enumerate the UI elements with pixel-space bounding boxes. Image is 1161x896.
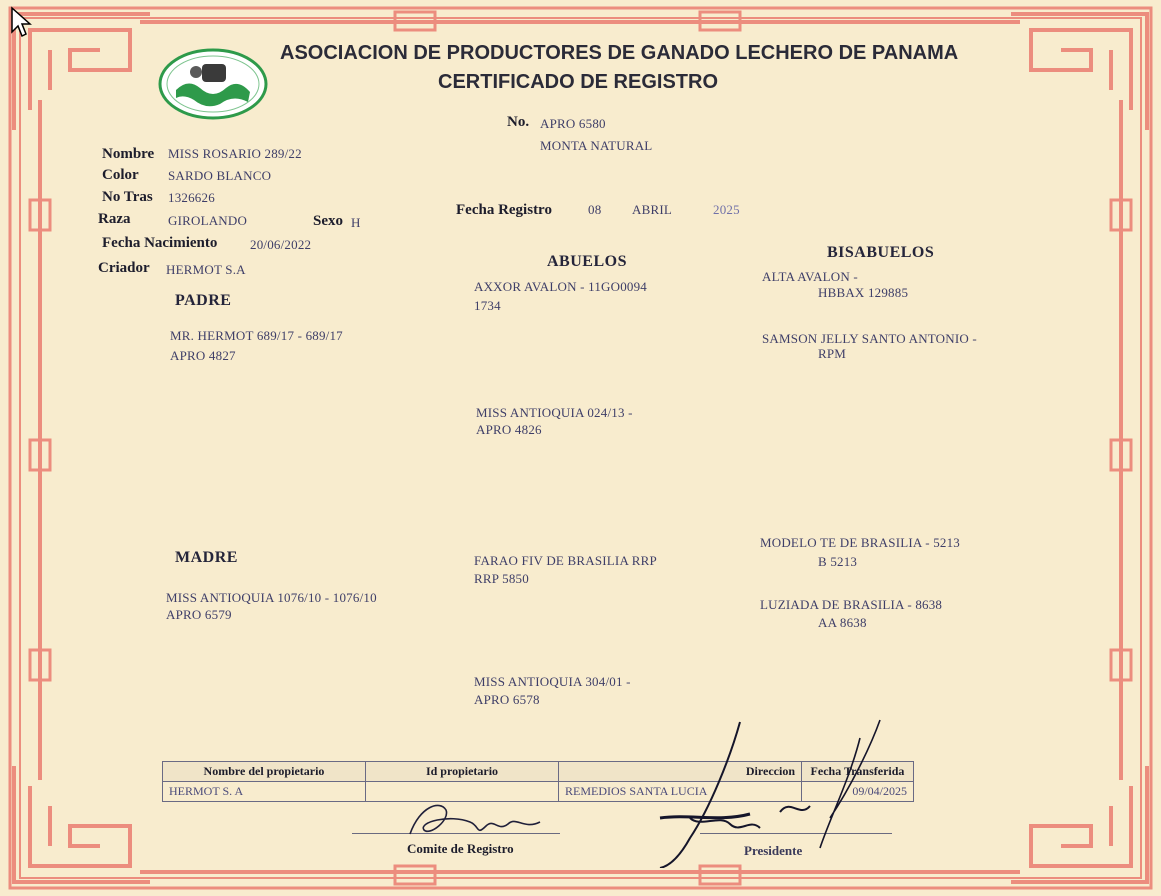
- madre-section-label: MADRE: [175, 549, 238, 566]
- transfer-date-header: Fecha Transferida: [802, 762, 914, 782]
- bisabuelo4-name: LUZIADA DE BRASILIA - 8638: [760, 597, 943, 612]
- certificate-title: CERTIFICADO DE REGISTRO: [438, 71, 719, 93]
- nacimiento-value: 20/06/2022: [250, 237, 312, 252]
- abuelo2-reg: APRO 4826: [476, 422, 542, 437]
- comite-signature-icon: [400, 796, 560, 842]
- padre-section-label: PADRE: [175, 292, 232, 309]
- nombre-label: Nombre: [102, 146, 155, 162]
- owner-name-cell: HERMOT S. A: [163, 782, 366, 802]
- nacimiento-label: Fecha Nacimiento: [102, 235, 218, 251]
- sexo-label: Sexo: [313, 213, 343, 229]
- abuelo4-name: MISS ANTIOQUIA 304/01 -: [474, 674, 631, 689]
- abuelo2-name: MISS ANTIOQUIA 024/13 -: [476, 405, 633, 420]
- color-label: Color: [102, 167, 139, 183]
- registration-no-label: No.: [507, 114, 530, 130]
- tras-value: 1326626: [168, 190, 215, 205]
- bisabuelo1-reg: HBBAX 129885: [818, 285, 909, 300]
- raza-value: GIROLANDO: [168, 213, 248, 228]
- abuelo1-reg: 1734: [474, 298, 501, 313]
- mouse-cursor-icon: [10, 6, 34, 38]
- bisabuelos-section-label: BISABUELOS: [827, 244, 935, 261]
- nombre-value: MISS ROSARIO 289/22: [168, 146, 302, 161]
- comite-label: Comite de Registro: [407, 841, 514, 856]
- fecha-registro-day: 08: [588, 202, 602, 217]
- registration-no-value: APRO 6580: [540, 116, 606, 131]
- madre-name: MISS ANTIOQUIA 1076/10 - 1076/10: [166, 590, 377, 605]
- padre-reg: APRO 4827: [170, 348, 236, 363]
- abuelo3-reg: RRP 5850: [474, 571, 529, 586]
- association-logo-icon: [158, 48, 268, 120]
- criador-value: HERMOT S.A: [166, 262, 246, 277]
- fecha-registro-month: ABRIL: [632, 202, 672, 217]
- abuelo4-reg: APRO 6578: [474, 692, 540, 707]
- bisabuelo4-reg: AA 8638: [818, 615, 867, 630]
- color-value: SARDO BLANCO: [168, 168, 272, 183]
- bisabuelo3-name: MODELO TE DE BRASILIA - 5213: [760, 535, 960, 550]
- bisabuelo2-reg: RPM: [818, 346, 847, 361]
- bisabuelo1-name: ALTA AVALON -: [762, 269, 858, 284]
- owner-address-header: Direccion: [559, 762, 802, 782]
- transfer-date-cell: 09/04/2025: [802, 782, 914, 802]
- tras-label: No Tras: [102, 189, 153, 205]
- fecha-registro-year: 2025: [713, 202, 740, 217]
- sexo-value: H: [351, 215, 361, 230]
- raza-label: Raza: [98, 211, 131, 227]
- registration-type: MONTA NATURAL: [540, 138, 653, 153]
- fecha-registro-label: Fecha Registro: [456, 202, 552, 218]
- owner-name-header: Nombre del propietario: [163, 762, 366, 782]
- owner-address-cell: REMEDIOS SANTA LUCIA: [559, 782, 802, 802]
- madre-reg: APRO 6579: [166, 607, 232, 622]
- owner-id-header: Id propietario: [366, 762, 559, 782]
- bisabuelo2-name: SAMSON JELLY SANTO ANTONIO -: [762, 331, 977, 346]
- presidente-label: Presidente: [744, 843, 803, 858]
- bisabuelo3-reg: B 5213: [818, 554, 858, 569]
- criador-label: Criador: [98, 260, 150, 276]
- abuelos-section-label: ABUELOS: [547, 253, 627, 270]
- abuelo1-name: AXXOR AVALON - 11GO0094: [474, 279, 648, 294]
- padre-name: MR. HERMOT 689/17 - 689/17: [170, 328, 343, 343]
- association-title: ASOCIACION DE PRODUCTORES DE GANADO LECHERO DE PANAMA: [280, 42, 959, 64]
- abuelo3-name: FARAO FIV DE BRASILIA RRP: [474, 553, 657, 568]
